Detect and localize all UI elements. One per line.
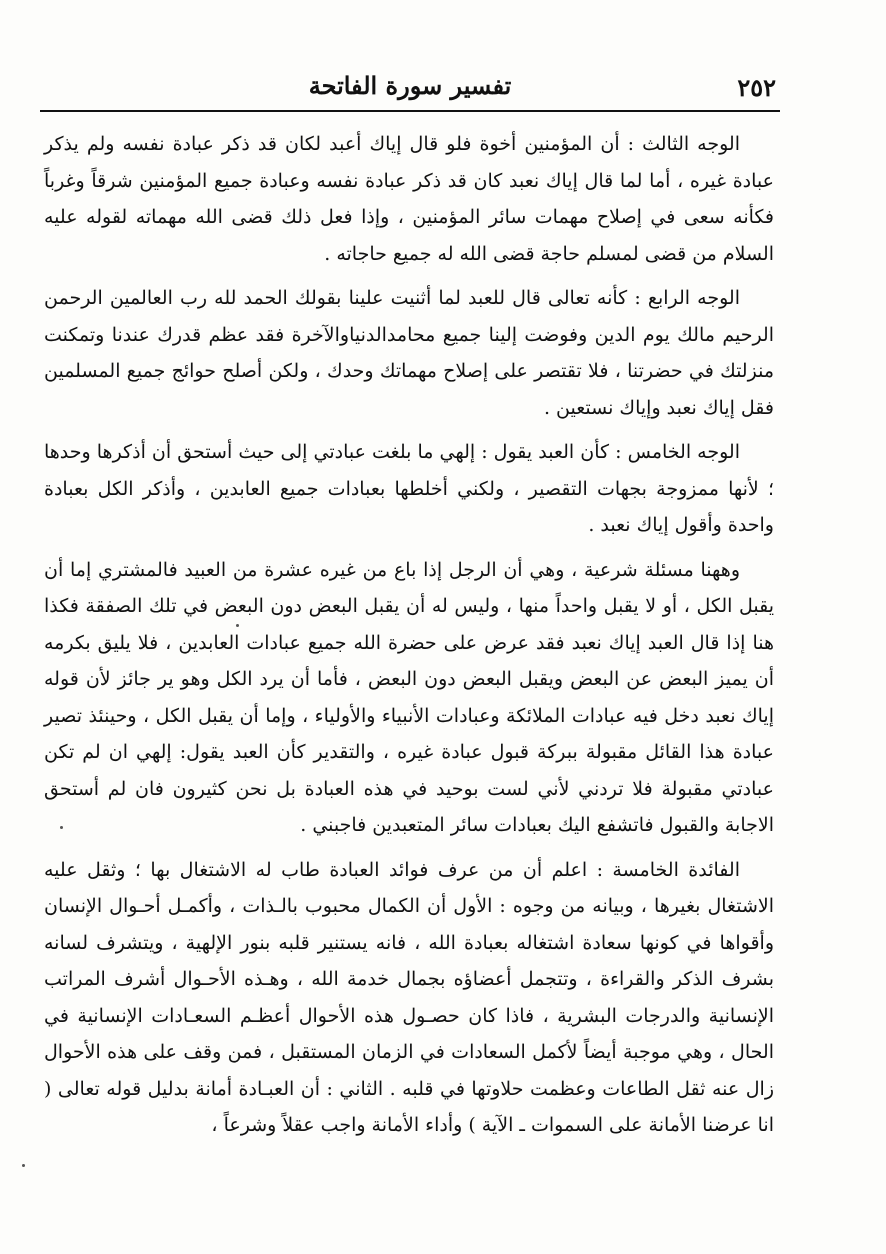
- paragraph-fifth-aspect: الوجه الخامس : كأن العبد يقول : إلهي ما بلغت عبادتي إلى حيث أستحق أن أذكرها وحدها ؛ لأنها ممزوجة بجهات التقصير ، ولكني أخلطها بعبادات جميع العابدين ، وأذكر الكل بعبادة واحدة وأقول إياك نعبد .: [44, 441, 774, 536]
- page-title: تفسير سورة الفاتحة: [308, 71, 512, 100]
- scan-speck: [236, 624, 239, 627]
- header-divider: [40, 110, 780, 112]
- paragraph-third-aspect: الوجه الثالث : أن المؤمنين أخوة فلو قال إياك أعبد لكان قد ذكر عبادة نفسه ولم يذكر عبادة غيره ، أما لما قال إياك نعبد كان قد ذكر عبادة نفسه وعبادة جميع المؤمنين شرقاً وغرباً فكأنه سعى في إصلاح مهمات سائر المؤمنين ، وإذا فعل ذلك قضى الله مهماته لقوله عليه السلام من قضى لمسلم حاجة قضى الله له جميع حاجاته .: [44, 133, 774, 265]
- page-body: [44, 126, 774, 1156]
- paragraph-legal-issue: وههنا مسئلة شرعية ، وهي أن الرجل إذا باع من غيره عشرة من العبيد فالمشتري إما أن يقبل الكل ، أو لا يقبل واحداً منها ، وليس له أن يقبل البعض دون البعض في تلك الصفقة فكذا هنا إذا قال العبد إياك نعبد فقد عرض على حضرة الله جميع عبادات العابدين ، فلا يليق بكرمه أن يميز البعض عن البعض ويقبل البعض دون البعض ، فأما أن يرد الكل وهو ير جائز لأن قوله إياك نعبد دخل فيه عبادات الملائكة وعبادات الأنبياء والأولياء ، وإما أن يقبل الكل ، وحينئذ تصير عبادة هذا القائل مقبولة ببركة قبول عبادة غيره ، والتقدير كأن العبد يقول: إلهي ان لم تكن عبادتي مقبولة فلا تردني لأني لست بوحيد في هذه العبادة بل نحن كثيرون فان لم أستحق الاجابة والقبول فاتشفع اليك بعبادات سائر المتعبدين فاجبني .: [44, 558, 774, 836]
- paragraph-fourth-aspect: الوجه الرابع : كأنه تعالى قال للعبد لما أثنيت علينا بقولك الحمد لله رب العالمين الرحمن الرحيم مالك يوم الدين وفوضت إلينا جميع محامدالدنياوالآخرة فقد عظم قدرك عندنا وتمكنت منزلتك في حضرتنا ، فلا تقتصر على إصلاح مهماتك وحدك ، ولكن أصلح حوائج جميع المسلمين فقل إياك نعبد وإياك نستعين .: [44, 287, 774, 419]
- running-header: [40, 70, 780, 106]
- paragraph-fifth-benefit: الفائدة الخامسة : اعلم أن من عرف فوائد العبادة طاب له الاشتغال بها ؛ وثقل عليه الاشتغال بغيرها ، وبيانه من وجوه : الأول أن الكمال محبوب بالـذات ، وأكمـل أحـوال الإنسان وأقواها في كونها سعادة اشتغاله بعبادة الله ، فانه يستنير قلبه بنور الإلهية ، ويتشرف لسانه بشرف الذكر والقراءة ، وتتجمل أعضاؤه بجمال خدمة الله ، وهـذه الأحـوال أشرف المراتب الإنسانية والدرجات البشرية ، فاذا كان حصـول هذه الأحوال أعظـم السعـادات الإنسانية في الحال ، وهي موجبة أيضاً لأكمل السعادات في الزمان المستقبل ، فمن وقف على هذه الأحوال زال عنه ثقل الطاعات وعظمت حلاوتها في قلبه . الثاني : أن العبـادة أمانة بدليل قوله تعالى ( انا عرضنا الأمانة على السموات ـ الآية ) وأداء الأمانة واجب عقلاً وشرعاً ،: [44, 858, 774, 1136]
- scan-speck: [22, 1164, 25, 1167]
- page-number: ٢٥٢: [737, 73, 776, 102]
- scan-speck: [60, 826, 63, 829]
